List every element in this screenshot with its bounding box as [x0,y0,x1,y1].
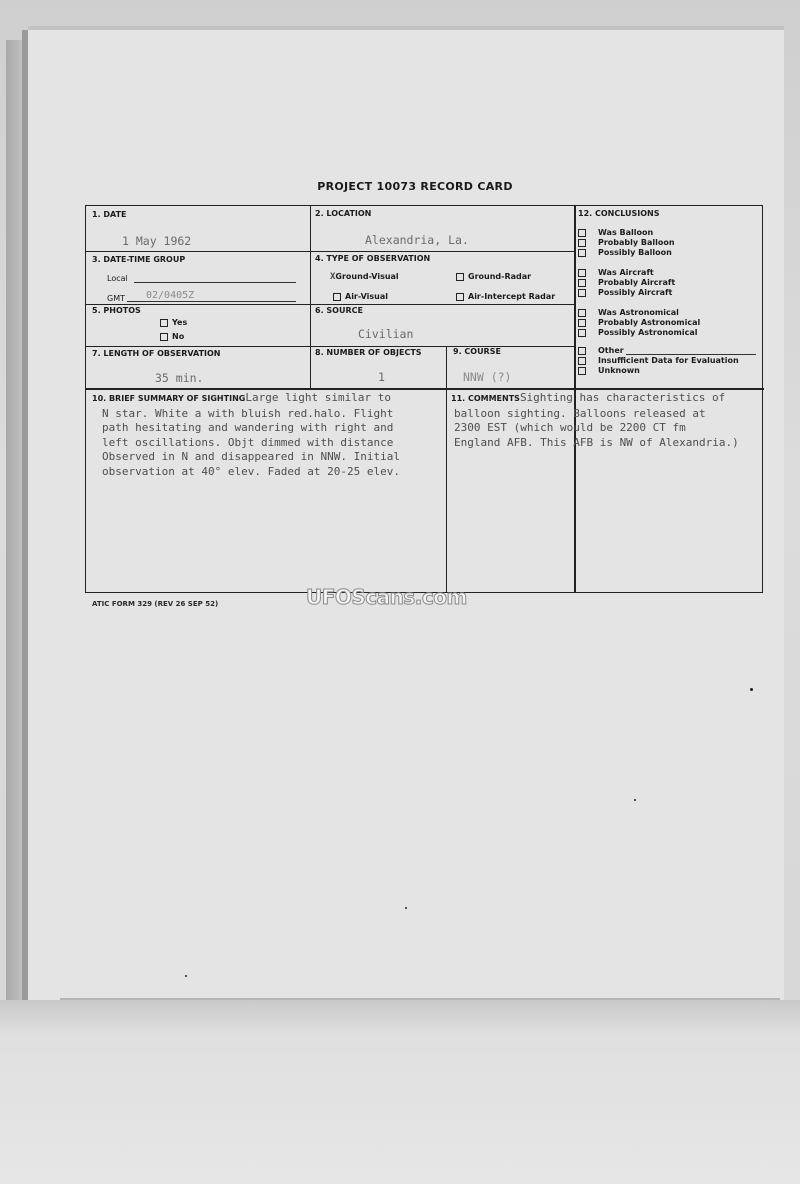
option-air-visual[interactable]: Air-Visual [333,292,388,301]
comments-line: England AFB. This AFB is NW of Alexandria.) [454,435,739,449]
comments-label: 11. COMMENTS [451,394,520,403]
conclusions-group-other [578,346,739,376]
source-label: 6. SOURCE [315,306,363,315]
comments-line: 2300 EST (which would be 2200 CT fm [454,421,686,434]
summary-line: left oscillations. Objt dimmed with distance [102,435,394,449]
option-ground-radar[interactable]: Ground-Radar [456,272,531,281]
option-air-intercept-radar[interactable]: Air-Intercept Radar [456,292,555,301]
grid-line [446,346,447,592]
summary-line: path hesitating and wandering with right and [102,421,394,434]
conclusion-option[interactable]: Probably Aircraft [578,278,675,288]
conclusions-group-astronomical [578,308,700,338]
summary-label: 10. BRIEF SUMMARY OF SIGHTING [92,394,246,403]
date-label: 1. DATE [92,210,127,219]
checkbox-icon [578,347,586,355]
conclusions-group-balloon [578,228,675,258]
local-label: Local [107,274,128,283]
checkbox-icon [456,273,464,281]
checkbox-icon [578,289,586,297]
scan-speck [634,799,636,801]
course-value: NNW (?) [463,370,512,384]
scan-speck [185,975,187,977]
photos-label: 5. PHOTOS [92,306,141,315]
comments-line: balloon sighting. Balloons released at [454,406,706,420]
conclusion-option[interactable]: Possibly Balloon [578,248,675,258]
conclusion-option[interactable]: Was Balloon [578,228,675,238]
local-underline [134,282,296,283]
summary-line: observation at 40° elev. Faded at 20-25 elev. [102,464,401,478]
conclusion-option[interactable]: Possibly Astronomical [578,328,700,338]
conclusion-option[interactable]: Probably Balloon [578,238,675,248]
checkbox-icon [578,367,586,375]
summary-line: Observed in N and disappeared in NNW. Initial [102,450,401,463]
number-of-objects-label: 8. NUMBER OF OBJECTS [315,348,422,357]
checked-mark: X [330,272,336,282]
scan-speck [405,907,407,909]
type-of-observation-label: 4. TYPE OF OBSERVATION [315,254,431,263]
grid-line [310,206,311,388]
comments-line: Sighting has characteristics of [519,391,726,404]
conclusion-option[interactable]: Insufficient Data for Evaluation [578,356,739,366]
watermark: UFOScans.com [306,585,467,609]
checkbox-icon [160,333,168,341]
conclusion-option[interactable]: Other [578,346,739,356]
source-value: Civilian [358,327,414,341]
gmt-value: 02/0405Z [146,290,195,301]
length-of-observation-value: 35 min. [155,371,204,385]
number-of-objects-value: 1 [378,370,385,384]
checkbox-icon [578,249,586,257]
length-of-observation-label: 7. LENGTH OF OBSERVATION [92,349,221,358]
date-time-group-label: 3. DATE-TIME GROUP [92,255,186,264]
grid-line [86,304,574,305]
location-label: 2. LOCATION [315,209,372,218]
scan-left-edge [6,40,28,1000]
checkbox-icon [578,357,586,365]
summary-line: Large light similar to [245,391,392,404]
summary-block [92,391,442,479]
option-photos-no[interactable]: No [160,332,184,341]
scan-bottom-strip [0,1000,800,1184]
date-value: 1 May 1962 [122,234,192,248]
checkbox-icon [333,293,341,301]
checkbox-icon [160,319,168,327]
conclusion-option[interactable]: Possibly Aircraft [578,288,675,298]
checkbox-icon [578,279,586,287]
checkbox-icon [578,239,586,247]
card-title: PROJECT 10073 RECORD CARD [317,180,513,193]
option-photos-yes[interactable]: Yes [160,318,187,327]
conclusion-option[interactable]: Was Astronomical [578,308,700,318]
other-underline [626,354,756,355]
conclusions-label: 12. CONCLUSIONS [578,209,660,218]
checkbox-icon [578,319,586,327]
checkbox-icon [578,309,586,317]
checkbox-icon [578,229,586,237]
course-label: 9. COURSE [453,347,501,356]
summary-line: N star. White a with bluish red.halo. Flight [102,406,394,420]
conclusion-option[interactable]: Unknown [578,366,739,376]
form-number: ATIC FORM 329 (REV 26 SEP 52) [92,600,219,608]
conclusions-group-aircraft [578,268,675,298]
checkbox-icon [578,269,586,277]
option-ground-visual[interactable]: XGround-Visual [330,272,399,282]
checkbox-icon [456,293,464,301]
conclusion-option[interactable]: Probably Astronomical [578,318,700,328]
conclusion-option[interactable]: Was Aircraft [578,268,675,278]
scan-speck [750,688,753,691]
grid-line [86,388,764,390]
comments-block [451,391,791,450]
grid-line [86,251,574,252]
location-value: Alexandria, La. [365,233,469,247]
checkbox-icon [578,329,586,337]
gmt-label: GMT [107,294,125,303]
gmt-underline [127,301,296,302]
